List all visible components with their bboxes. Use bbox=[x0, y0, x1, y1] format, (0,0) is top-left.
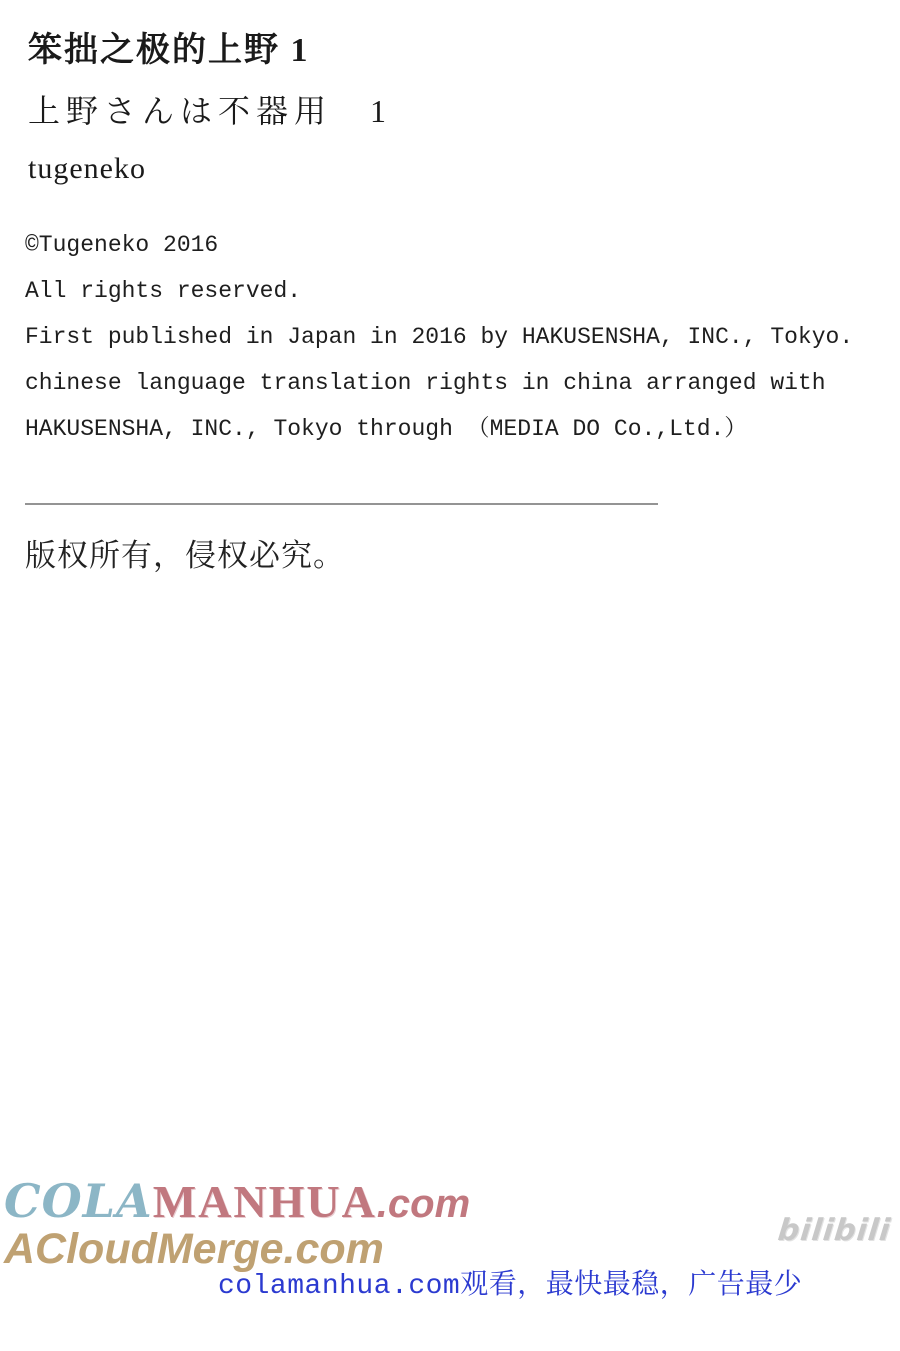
copyright-line: ©Tugeneko 2016 bbox=[25, 232, 219, 258]
divider-line bbox=[25, 503, 658, 505]
promo-text: colamanhua.com观看，最快最稳，广告最少 bbox=[218, 1271, 803, 1302]
copyright-line: chinese language translation rights in china arranged with bbox=[25, 370, 826, 396]
rights-notice: 版权所有，侵权必究。 bbox=[25, 538, 345, 573]
copyright-line: HAKUSENSHA, INC., Tokyo through （MEDIA DO Co.,Ltd.） bbox=[25, 416, 748, 442]
bilibili-logo: bilibili bbox=[776, 1213, 893, 1248]
acloudmerge-logo: ACloudMerge.com bbox=[4, 1225, 384, 1273]
copyright-block bbox=[25, 222, 853, 452]
copyright-line: All rights reserved. bbox=[25, 278, 302, 304]
colamanhua-logo bbox=[4, 1174, 471, 1228]
page-title-japanese: 上野さんは不器用 1 bbox=[28, 93, 393, 129]
author-name: tugeneko bbox=[28, 152, 146, 185]
page-title-chinese: 笨拙之极的上野 1 bbox=[28, 32, 310, 69]
colamanhua-logo-dotcom: .com bbox=[376, 1182, 471, 1226]
copyright-line: First published in Japan in 2016 by HAKUSENSHA, INC., Tokyo. bbox=[25, 324, 854, 350]
colamanhua-logo-manhua: MANHUA bbox=[152, 1176, 377, 1227]
colamanhua-logo-cola: COLA bbox=[4, 1174, 153, 1228]
